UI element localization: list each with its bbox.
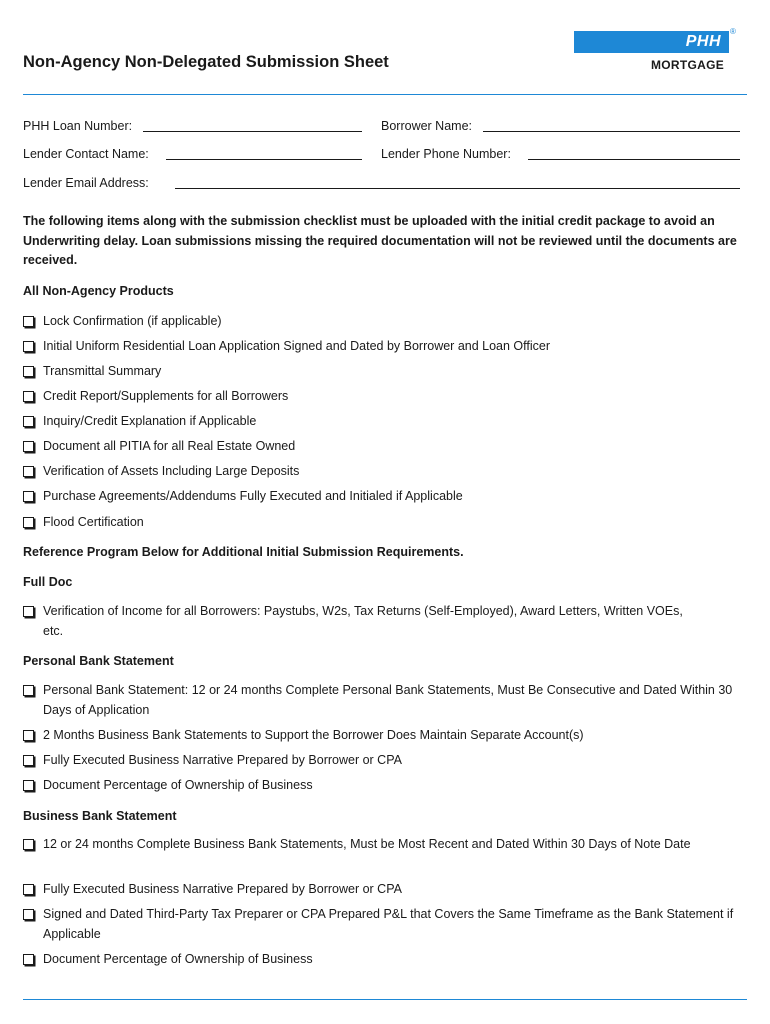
logo-subtitle: MORTGAGE — [651, 58, 725, 72]
checklist-item[interactable]: Initial Uniform Residential Loan Application Signed and Dated by Borrower and Loan Officer — [23, 337, 751, 357]
checklist-item[interactable]: Credit Report/Supplements for all Borrowers — [23, 387, 751, 407]
checklist-item[interactable]: Fully Executed Business Narrative Prepared by Borrower or CPA — [23, 751, 751, 771]
page-title: Non-Agency Non-Delegated Submission Sheet — [23, 53, 389, 71]
lender-email-label: Lender Email Address: — [23, 176, 149, 190]
checklist-item[interactable]: Purchase Agreements/Addendums Fully Executed and Initialed if Applicable — [23, 487, 751, 507]
checklist-item[interactable]: Transmittal Summary — [23, 362, 751, 382]
loan-number-label: PHH Loan Number: — [23, 119, 133, 133]
checklist-item[interactable]: Fully Executed Business Narrative Prepared by Borrower or CPA — [23, 880, 751, 900]
lender-email-field[interactable] — [175, 188, 740, 189]
borrower-name-label: Borrower Name: — [381, 119, 472, 133]
checkbox-icon[interactable] — [23, 517, 34, 528]
checkbox-icon[interactable] — [23, 839, 34, 850]
reference-note: Reference Program Below for Additional Initial Submission Requirements. — [23, 545, 464, 559]
checkbox-icon[interactable] — [23, 730, 34, 741]
checkbox-icon[interactable] — [23, 884, 34, 895]
checklist-item[interactable]: Personal Bank Statement: 12 or 24 months Complete Personal Bank Statements, Must Be Consecutive and Dated Within 30 Days of Application — [23, 681, 751, 720]
checklist-item[interactable]: Verification of Assets Including Large Deposits — [23, 462, 751, 482]
checklist-item[interactable]: Inquiry/Credit Explanation if Applicable — [23, 412, 751, 432]
borrower-name-field[interactable] — [483, 131, 740, 132]
checkbox-icon[interactable] — [23, 391, 34, 402]
footer-divider — [23, 999, 747, 1000]
checkbox-icon[interactable] — [23, 909, 34, 920]
checkbox-icon[interactable] — [23, 491, 34, 502]
section-heading-business-bank: Business Bank Statement — [23, 809, 177, 823]
lender-contact-label: Lender Contact Name: — [23, 147, 149, 161]
section-heading-all-products: All Non-Agency Products — [23, 284, 174, 298]
checklist-item[interactable]: Lock Confirmation (if applicable) — [23, 312, 751, 332]
checklist-item[interactable]: Document all PITIA for all Real Estate Owned — [23, 437, 751, 457]
checkbox-icon[interactable] — [23, 366, 34, 377]
checkbox-icon[interactable] — [23, 341, 34, 352]
checklist-item[interactable]: Document Percentage of Ownership of Business — [23, 950, 751, 970]
checkbox-icon[interactable] — [23, 685, 34, 696]
checkbox-icon[interactable] — [23, 441, 34, 452]
checklist-item[interactable]: Document Percentage of Ownership of Business — [23, 776, 751, 796]
section-heading-personal-bank: Personal Bank Statement — [23, 654, 174, 668]
registered-mark: ® — [730, 27, 736, 36]
checkbox-icon[interactable] — [23, 316, 34, 327]
checkbox-icon[interactable] — [23, 416, 34, 427]
checkbox-icon[interactable] — [23, 954, 34, 965]
checklist-item[interactable]: Verification of Income for all Borrowers: Paystubs, W2s, Tax Returns (Self-Employed), Award Letters, Written VOEs, etc. — [23, 602, 703, 641]
checkbox-icon[interactable] — [23, 755, 34, 766]
checklist-item[interactable]: 2 Months Business Bank Statements to Support the Borrower Does Maintain Separate Account(s) — [23, 726, 751, 746]
checkbox-icon[interactable] — [23, 780, 34, 791]
header-divider — [23, 94, 747, 95]
phh-logo: PHH — [574, 31, 729, 53]
checklist-item[interactable]: Signed and Dated Third-Party Tax Preparer or CPA Prepared P&L that Covers the Same Timeframe as the Bank Statement if Applicable — [23, 905, 751, 944]
lender-phone-field[interactable] — [528, 159, 740, 160]
section-heading-full-doc: Full Doc — [23, 575, 73, 589]
lender-phone-label: Lender Phone Number: — [381, 147, 511, 161]
checklist-item[interactable]: 12 or 24 months Complete Business Bank Statements, Must be Most Recent and Dated Within 30 Days of Note Date — [23, 835, 713, 855]
loan-number-field[interactable] — [143, 131, 362, 132]
checkbox-icon[interactable] — [23, 606, 34, 617]
lender-contact-field[interactable] — [166, 159, 362, 160]
notice-text: The following items along with the submission checklist must be uploaded with the initial credit package to avoid an Underwriting delay. Loan submissions missing the required documentation will not be reviewed until the documents are received. — [23, 214, 737, 267]
checkbox-icon[interactable] — [23, 466, 34, 477]
checklist-item[interactable]: Flood Certification — [23, 513, 751, 533]
